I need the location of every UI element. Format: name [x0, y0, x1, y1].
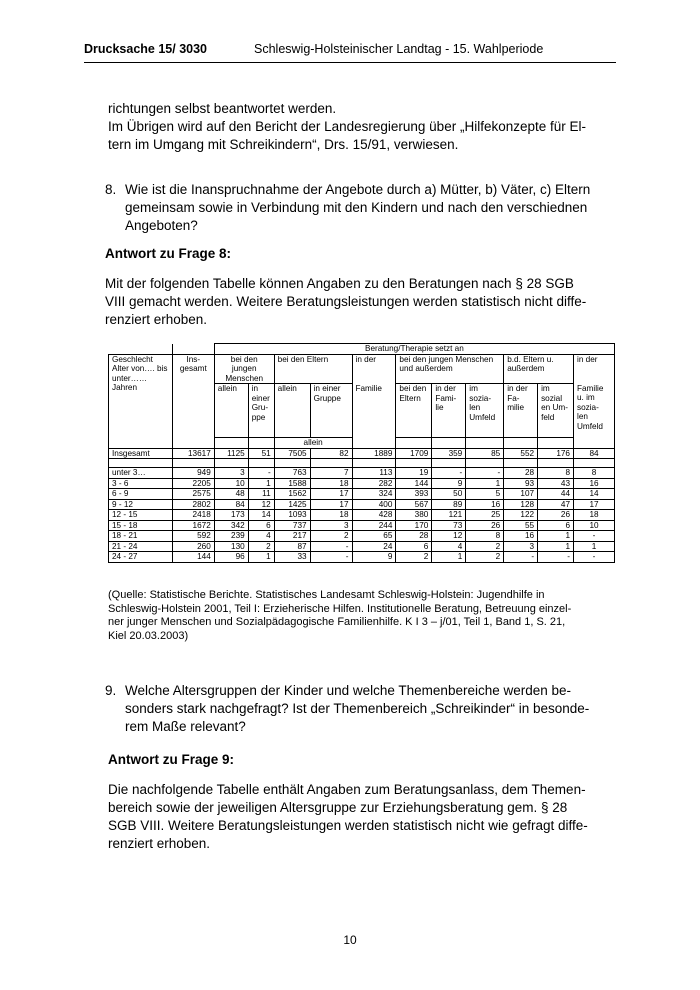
table-cell: 3	[310, 520, 352, 531]
table-cell: 393	[396, 489, 432, 500]
table-cell: 130	[214, 541, 248, 552]
source-note: (Quelle: Statistische Berichte. Statistisches Landesamt Schleswig-Holstein: Jugendhilfe in Schleswig-Holstein 2001, Teil I: Erzieherische Hilfen. Institutionelle Beratung, Betreuung einzel- ner junger Menschen und Sozialpädagogische Familienhilfe. K I 3 – j/01, Teil 1, Band 1, S. 21, Kiel 20.03.2003)	[108, 589, 572, 642]
table-cell: 14	[574, 489, 615, 500]
table-cell: -	[432, 468, 466, 479]
row-label: 15 - 18	[109, 520, 173, 531]
table-cell: 1672	[172, 520, 214, 531]
table-cell: 359	[432, 448, 466, 459]
table-cell: 122	[504, 510, 538, 521]
answer-9-heading: Antwort zu Frage 9:	[108, 752, 235, 767]
table-row	[109, 489, 615, 500]
row-label: 18 - 21	[109, 531, 173, 542]
table-cell: -	[310, 541, 352, 552]
table-cell: 107	[504, 489, 538, 500]
answer-9-paragraph: Die nachfolgende Tabelle enthält Angaben zum Beratungsanlass, dem Themen- bereich sowie der jeweiligen Altersgruppe zur Erziehungsberatung gem. § 28 SGB VIII. Weitere Beratungsleistungen werden statistisch nicht wie gefragt diffe- renziert erhoben.	[108, 782, 588, 851]
table-cell: 1709	[396, 448, 432, 459]
table-spacer-row	[109, 459, 615, 468]
table-cell: 9	[432, 478, 466, 489]
table-cell: 11	[248, 489, 274, 500]
table-cell: 89	[432, 499, 466, 510]
table-cell: 7	[310, 468, 352, 479]
table-cell: 2	[396, 552, 432, 563]
table-cell: 2802	[172, 499, 214, 510]
table-cell: 43	[538, 478, 574, 489]
table-cell: 28	[396, 531, 432, 542]
table-cell: 82	[310, 448, 352, 459]
table-cell: 48	[214, 489, 248, 500]
table-cell: 17	[310, 489, 352, 500]
row-label: 24 - 27	[109, 552, 173, 563]
table-cell: 592	[172, 531, 214, 542]
table-row	[109, 541, 615, 552]
table-cell: 144	[172, 552, 214, 563]
table-cell: 24	[352, 541, 396, 552]
row-label: 3 - 6	[109, 478, 173, 489]
row-label: 12 - 15	[109, 510, 173, 521]
table-cell: 1	[574, 541, 615, 552]
table-cell: 567	[396, 499, 432, 510]
table-cell: 949	[172, 468, 214, 479]
table-header-row: Beratung/Therapie setzt an	[109, 344, 615, 355]
table-cell: -	[538, 552, 574, 563]
table-cell: 10	[214, 478, 248, 489]
table-cell: 1562	[274, 489, 310, 500]
table-row	[109, 468, 615, 479]
table-cell: 3	[214, 468, 248, 479]
table-cell: 2575	[172, 489, 214, 500]
row-label: Insgesamt	[109, 448, 173, 459]
table-cell: 3	[504, 541, 538, 552]
table-cell: 400	[352, 499, 396, 510]
document-number: Drucksache 15/ 3030	[84, 42, 208, 56]
table-cell: 87	[274, 541, 310, 552]
table-cell: 5	[466, 489, 504, 500]
row-label: unter 3…	[109, 468, 173, 479]
table-cell: 8	[538, 468, 574, 479]
table-cell: 239	[214, 531, 248, 542]
table-row	[109, 499, 615, 510]
table-cell: -	[504, 552, 538, 563]
table-cell: 217	[274, 531, 310, 542]
table-cell: 85	[466, 448, 504, 459]
table-cell: 2205	[172, 478, 214, 489]
table-cell: -	[574, 552, 615, 563]
intro-paragraph: richtungen selbst beantwortet werden. Im Übrigen wird auf den Bericht der Landesregierung über „Hilfekonzepte für El- tern im Umgang mit Schreikindern“, Drs. 15/91, verwiesen.	[108, 101, 586, 152]
table-cell: 2	[310, 531, 352, 542]
table-cell: -	[248, 468, 274, 479]
table-row	[109, 531, 615, 542]
row-label: 6 - 9	[109, 489, 173, 500]
table-cell: 128	[504, 499, 538, 510]
table-cell: 1	[248, 478, 274, 489]
table-row	[109, 448, 615, 459]
table-cell: 17	[574, 499, 615, 510]
row-label: 9 - 12	[109, 499, 173, 510]
row-label: 21 - 24	[109, 541, 173, 552]
table-cell: 113	[352, 468, 396, 479]
table-cell: -	[310, 552, 352, 563]
table-cell: 6	[248, 520, 274, 531]
table-cell: 2418	[172, 510, 214, 521]
table-cell: 4	[432, 541, 466, 552]
table-cell: 16	[504, 531, 538, 542]
table-cell: 144	[396, 478, 432, 489]
table-cell: 26	[466, 520, 504, 531]
table-cell: 121	[432, 510, 466, 521]
table-cell: 28	[504, 468, 538, 479]
table-cell: 2	[466, 552, 504, 563]
table-cell: 16	[466, 499, 504, 510]
table-cell: 1425	[274, 499, 310, 510]
table-cell: 8	[466, 531, 504, 542]
table-cell: 13617	[172, 448, 214, 459]
table-cell: 55	[504, 520, 538, 531]
table-cell: 1	[432, 552, 466, 563]
table-cell: 6	[538, 520, 574, 531]
table-cell: 18	[310, 510, 352, 521]
table-cell: 12	[248, 499, 274, 510]
table-cell: 84	[214, 499, 248, 510]
answer-8-paragraph: Mit der folgenden Tabelle können Angaben zu den Beratungen nach § 28 SGB VIII gemacht werden. Weitere Beratungsleistungen werden statistisch nicht diffe- renziert erhoben.	[105, 276, 587, 327]
answer-8-heading: Antwort zu Frage 8:	[105, 246, 232, 261]
table-cell: 1	[466, 478, 504, 489]
table-cell: 44	[538, 489, 574, 500]
table-cell: -	[574, 531, 615, 542]
table-cell: 19	[396, 468, 432, 479]
table-cell: 737	[274, 520, 310, 531]
table-cell: 16	[574, 478, 615, 489]
table-cell: 18	[574, 510, 615, 521]
table-cell: 1588	[274, 478, 310, 489]
table-cell: 552	[504, 448, 538, 459]
table-cell: 176	[538, 448, 574, 459]
table-cell: 2	[248, 541, 274, 552]
table-cell: 170	[396, 520, 432, 531]
table-cell: 93	[504, 478, 538, 489]
table-cell: 84	[574, 448, 615, 459]
table-cell: 342	[214, 520, 248, 531]
page-number: 10	[343, 933, 357, 947]
table-cell: 12	[432, 531, 466, 542]
table-cell: 26	[538, 510, 574, 521]
table-cell: 47	[538, 499, 574, 510]
parliament-title: Schleswig-Holsteinischer Landtag - 15. Wahlperiode	[254, 42, 544, 56]
table-cell: 244	[352, 520, 396, 531]
table-cell: 6	[396, 541, 432, 552]
table-cell: 8	[574, 468, 615, 479]
table-cell: 282	[352, 478, 396, 489]
table-cell: 25	[466, 510, 504, 521]
table-cell: 1	[538, 531, 574, 542]
table-cell: 96	[214, 552, 248, 563]
table-header-row: Geschlecht Alter von…. bis unter…… Jahren Ins- gesamt bei den jungen Menschen bei den Eltern in der bei den jungen Menschen und außerdem b.d. Eltern u. außerdem in der	[109, 354, 615, 384]
table-cell: 17	[310, 499, 352, 510]
table-cell: 2	[466, 541, 504, 552]
table-cell: 51	[248, 448, 274, 459]
table-cell: 10	[574, 520, 615, 531]
table-cell: 73	[432, 520, 466, 531]
table-body	[109, 448, 615, 562]
table-cell: -	[466, 468, 504, 479]
table-subheader-row: allein in einer Gru- ppe allein in einer Gruppe Familie bei den Eltern in der Fami- lie im sozia- len Umfeld in der Fa- milie im sozial en Um- feld Familie u. im sozia- len Umfeld	[109, 384, 615, 438]
table-row	[109, 510, 615, 521]
table-row	[109, 552, 615, 563]
question-9: 9. Welche Altersgruppen der Kinder und welche Themenbereiche werden be- sonders stark nachgefragt? Ist der Themenbereich „Schreikinder“ in besonde- rem Maße relevant?	[105, 683, 590, 734]
table-cell: 65	[352, 531, 396, 542]
table-cell: 1889	[352, 448, 396, 459]
table-cell: 380	[396, 510, 432, 521]
table-cell: 50	[432, 489, 466, 500]
table-cell: 1	[248, 552, 274, 563]
table-cell: 1	[538, 541, 574, 552]
table-cell: 173	[214, 510, 248, 521]
table-row	[109, 520, 615, 531]
counseling-statistics-table	[108, 343, 615, 563]
table-cell: 324	[352, 489, 396, 500]
table-cell: 1093	[274, 510, 310, 521]
table-cell: 428	[352, 510, 396, 521]
table-cell: 7505	[274, 448, 310, 459]
table-subheader-row: allein	[109, 438, 615, 449]
table-cell: 4	[248, 531, 274, 542]
question-8: 8. Wie ist die Inanspruchnahme der Angebote durch a) Mütter, b) Väter, c) Eltern gemeinsam sowie in Verbindung mit den Kindern und nach den verschiednen Angeboten?	[105, 182, 591, 233]
table-cell: 1125	[214, 448, 248, 459]
page-header	[84, 42, 616, 63]
table-cell: 260	[172, 541, 214, 552]
table-cell: 14	[248, 510, 274, 521]
table-cell: 9	[352, 552, 396, 563]
table-cell: 18	[310, 478, 352, 489]
table-cell: 33	[274, 552, 310, 563]
table-row	[109, 478, 615, 489]
table-cell: 763	[274, 468, 310, 479]
